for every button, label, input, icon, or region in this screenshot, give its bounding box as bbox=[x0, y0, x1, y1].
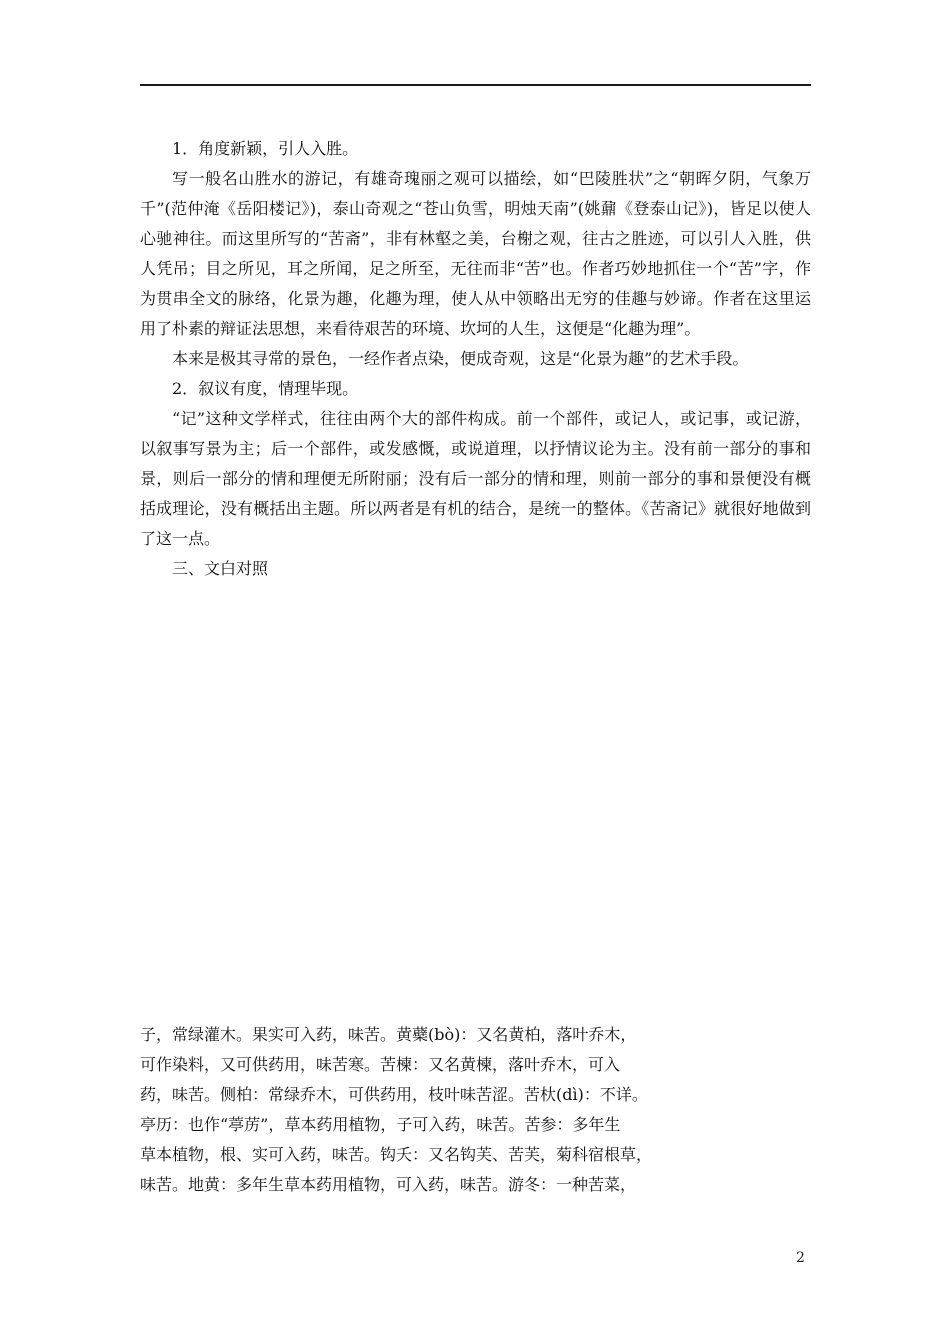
note-line: 亭历：也作“葶苈”，草本药用植物，子可入药，味苦。苦参：多年生 bbox=[140, 1115, 621, 1134]
section-heading-3: 三、文白对照 bbox=[172, 559, 269, 578]
page-number: 2 bbox=[796, 1250, 805, 1266]
main-text bbox=[140, 134, 811, 584]
paragraph-2: 本来是极其寻常的景色，一经作者点染，便成奇观，这是“化景为趣”的艺术手段。 bbox=[172, 349, 749, 368]
note-line: 药，味苦。侧柏：常绿乔木，可供药用，枝叶味苦涩。苦杕(dì)：不详。 bbox=[140, 1085, 648, 1104]
section-heading-1: 1．角度新颖，引人入胜。 bbox=[172, 139, 359, 158]
section-heading-2: 2．叙议有度，情理毕现。 bbox=[172, 379, 359, 398]
paragraph-3: “记”这种文学样式，往往由两个大的部件构成。前一个部件，或记人，或记事，或记游，以叙事写景为主；后一个部件，或发感慨，或说道理，以抒情议论为主。没有前一部分的事和景，则后一部分的情和理便无所附丽；没有后一部分的情和理，则前一部分的事和景便没有概括成理论，没有概括出主题。所以两者是有机的结合，是统一的整体。《苦斋记》就很好地做到了这一点。 bbox=[140, 409, 811, 548]
note-line: 草本植物，根、实可入药，味苦。钩夭：又名钩芙、苦芙，菊科宿根草， bbox=[140, 1145, 653, 1164]
notes-text bbox=[140, 1020, 811, 1200]
note-line: 味苦。地黄：多年生草本药用植物，可入药，味苦。游冬：一种苦菜， bbox=[140, 1175, 637, 1194]
note-line: 可作染料，又可供药用，味苦寒。苦楝：又名黄楝，落叶乔木，可入 bbox=[140, 1055, 621, 1074]
note-line: 子，常绿灌木。果实可入药，味苦。黄蘗(bò)：又名黄柏，落叶乔木， bbox=[140, 1025, 637, 1044]
header-rule bbox=[140, 84, 811, 86]
paragraph-1: 写一般名山胜水的游记，有雄奇瑰丽之观可以描绘，如“巴陵胜状”之“朝晖夕阴，气象万千”(范仲淹《岳阳楼记》)，泰山奇观之“苍山负雪，明烛天南”(姚鼐《登泰山记》)，皆足以使人心驰神往。而这里所写的“苦斋”，非有林壑之美，台榭之观，往古之胜迹，可以引人入胜，供人凭吊；目之所见，耳之所闻，足之所至，无往而非“苦”也。作者巧妙地抓住一个“苦”字，作为贯串全文的脉络，化景为趣，化趣为理，使人从中领略出无穷的佳趣与妙谛。作者在这里运用了朴素的辩证法思想，来看待艰苦的环境、坎坷的人生，这便是“化趣为理”。 bbox=[140, 169, 811, 338]
